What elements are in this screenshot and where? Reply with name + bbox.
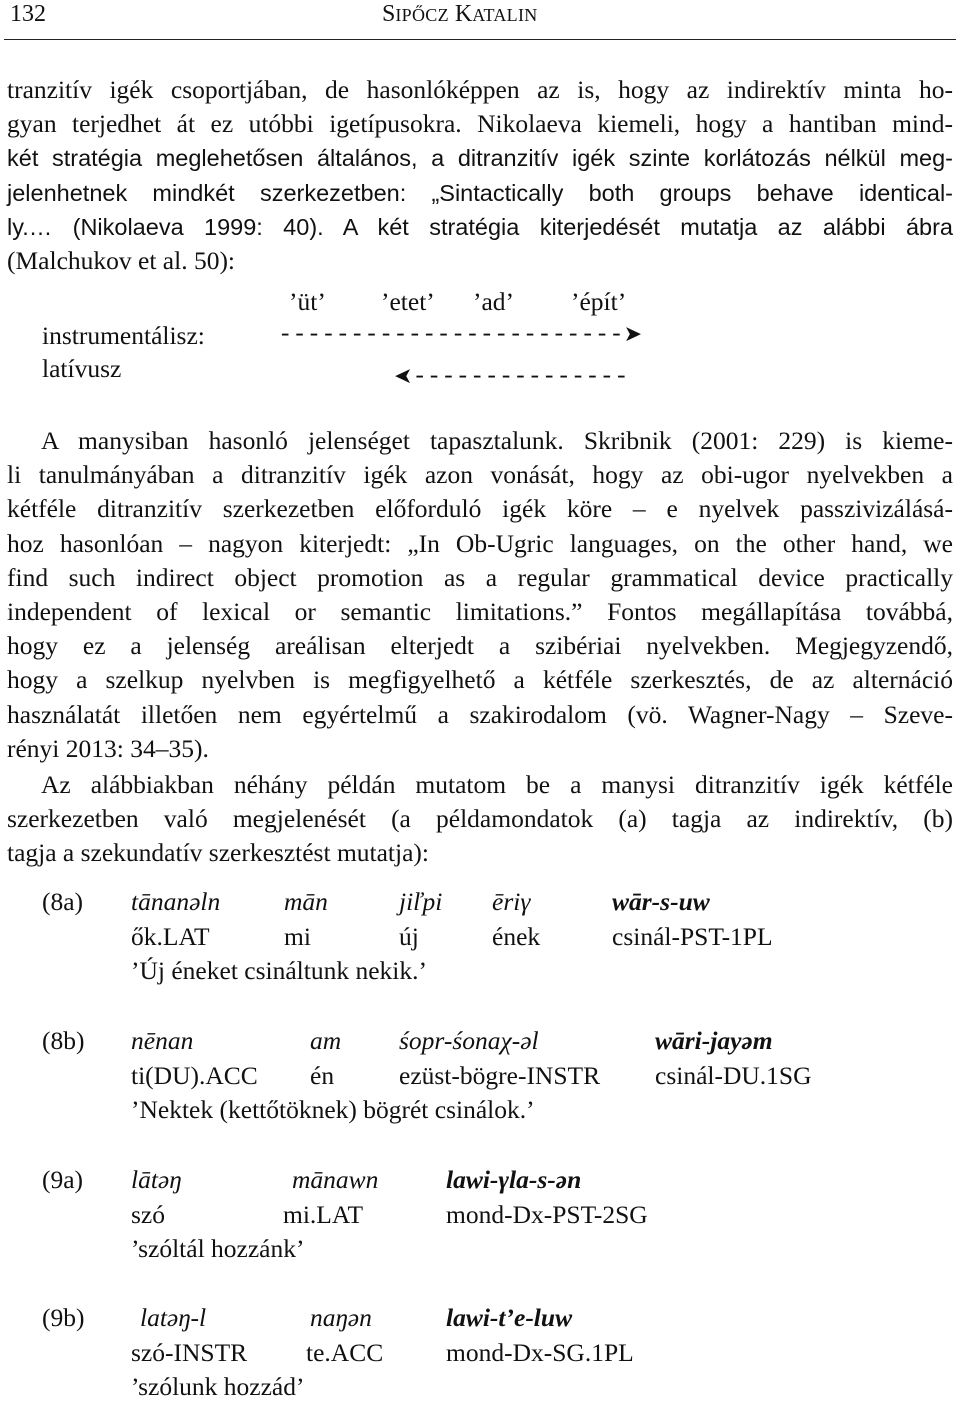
example-gloss: én xyxy=(310,1061,335,1090)
example-number: (9b) xyxy=(42,1303,85,1332)
example-verb: wāri-jayəm xyxy=(655,1026,773,1055)
text-line: find such indirect object promotion as a regular grammatical device practically xyxy=(7,562,953,592)
example-word: nēnan xyxy=(131,1026,194,1055)
text-line: jelenhetnek mindkét szerkezetben: „Sintactically both groups behave identical- xyxy=(7,179,953,206)
example-gloss: mi.LAT xyxy=(283,1200,364,1229)
example-word: śopr-śonaχ-əl xyxy=(399,1026,539,1055)
example-gloss: ezüst-bögre-INSTR xyxy=(399,1061,601,1090)
text-line: használatát illetően nem egyértelmű a szakirodalom (vö. Wagner-Nagy – Szeve- xyxy=(7,699,953,729)
lativus-label: latívusz xyxy=(42,354,122,383)
example-word: jiľpi xyxy=(399,887,443,916)
text-line: hoz hasonlóan – nagyon kiterjedt: „In Ob-Ugric languages, on the other hand, we xyxy=(7,528,953,558)
example-word: lātəŋ xyxy=(131,1165,182,1194)
text-line: independent of lexical or semantic limitations.” Fontos megállapítása továbbá, xyxy=(7,597,953,627)
example-verb: wār-s-uw xyxy=(612,887,710,916)
example-word: ēriγ xyxy=(492,887,531,916)
example-gloss: szó-INSTR xyxy=(131,1338,248,1367)
example-word: latəŋ-l xyxy=(140,1303,207,1332)
paragraph-3 xyxy=(7,768,953,871)
example-word: tānanəln xyxy=(131,887,221,916)
text-line: hogy a szelkup nyelvben is megfigyelhető a kétféle szerkesztés, de az alternáció xyxy=(7,665,953,695)
verb-label-epit: ’épít’ xyxy=(571,287,627,316)
text-line: Az alábbiakban néhány példán mutatom be a manysi ditranzitív igék kétféle xyxy=(41,770,953,799)
text-line: (Malchukov et al. 50): xyxy=(7,246,236,276)
example-gloss: ők.LAT xyxy=(131,922,210,951)
author-last-initial: K xyxy=(454,1,473,27)
example-verb: lawi-γla-s-ən xyxy=(446,1165,582,1194)
example-gloss: új xyxy=(399,922,419,951)
paragraph-2 xyxy=(7,424,953,766)
running-head-author xyxy=(382,1,538,28)
example-gloss: csinál-PST-1PL xyxy=(612,922,773,951)
lativus-arrow xyxy=(394,364,628,391)
author-last-rest: ATALIN xyxy=(472,5,538,25)
text-line: li tanulmányában a ditranzitív igék azon vonását, hogy az obi-ugor nyelvekben a xyxy=(7,460,953,490)
example-word: mānawn xyxy=(292,1165,379,1194)
example-verb: lawi-t’e-luw xyxy=(446,1303,573,1332)
example-gloss: csinál-DU.1SG xyxy=(655,1061,812,1090)
text-line: két stratégia meglehetősen általános, a ditranzitív igék szinte korlátozás nélkül meg- xyxy=(7,145,953,172)
example-gloss: ti(DU).ACC xyxy=(131,1061,258,1090)
verb-label-ad: ’ad’ xyxy=(473,287,515,316)
example-gloss: ének xyxy=(492,922,541,951)
text-line: hogy ez a jelenség areálisan elterjedt a szibériai nyelvekben. Megjegyzendő, xyxy=(7,631,953,661)
text-line: gyan terjedhet át ez utóbbi igetípusokra. Nikolaeva kiemeli, hogy a hantiban mind- xyxy=(7,109,953,139)
text-line: tranzitív igék csoportjában, de hasonlóképpen az is, hogy az indirektív minta ho- xyxy=(7,75,953,104)
arrow-dashes: --------------- xyxy=(412,364,629,391)
header-rule xyxy=(4,39,956,40)
example-word: mān xyxy=(284,887,328,916)
author-first-initial: S xyxy=(382,1,396,27)
arrow-right-icon: ➤ xyxy=(623,322,643,347)
text-line: tagja a szekundatív szerkesztést mutatja): xyxy=(7,838,429,868)
example-number: (8b) xyxy=(42,1026,85,1055)
arrow-dashes: ------------------------ xyxy=(278,322,624,349)
example-gloss: mond-Dx-SG.1PL xyxy=(446,1338,634,1367)
text-line: kétféle ditranzitív szerkezetben előforduló igék köre – e nyelvek passzivizálásá- xyxy=(7,494,953,524)
text-line: ly.… (Nikolaeva 1999: 40). A két stratégia kiterjedését mutatja az alábbi ábra xyxy=(7,213,953,240)
example-gloss: te.ACC xyxy=(306,1338,384,1367)
page-number: 132 xyxy=(10,1,46,27)
instrumentalis-label: instrumentálisz: xyxy=(42,321,205,350)
example-gloss: mond-Dx-PST-2SG xyxy=(446,1200,648,1229)
example-translation: ’Nektek (kettőtöknek) bögrét csinálok.’ xyxy=(131,1095,535,1124)
example-number: (9a) xyxy=(42,1165,84,1194)
arrow-left-icon: ➤ xyxy=(394,364,413,389)
example-number: (8a) xyxy=(42,887,84,916)
text-line: rényi 2013: 34–35). xyxy=(7,733,209,763)
example-translation: ’szólunk hozzád’ xyxy=(131,1372,305,1401)
paragraph-1 xyxy=(7,73,953,278)
verb-label-etet: ’etet’ xyxy=(381,287,435,316)
example-gloss: mi xyxy=(284,922,311,951)
verb-label-ut: ’üt’ xyxy=(289,287,326,316)
example-gloss: szó xyxy=(131,1200,165,1229)
text-line: szerkezetben való megjelenését (a példamondatok (a) tagja az indirektív, (b) xyxy=(7,804,953,834)
text-line: A manysiban hasonló jelenséget tapasztalunk. Skribnik (2001: 229) is kieme- xyxy=(41,426,953,455)
author-first-rest: IPŐCZ xyxy=(395,5,449,25)
example-word: am xyxy=(310,1026,342,1055)
instrumentalis-arrow xyxy=(278,322,642,349)
example-word: naŋən xyxy=(310,1303,372,1332)
example-translation: ’Új éneket csináltunk nekik.’ xyxy=(131,956,427,985)
example-translation: ’szóltál hozzánk’ xyxy=(131,1234,305,1263)
